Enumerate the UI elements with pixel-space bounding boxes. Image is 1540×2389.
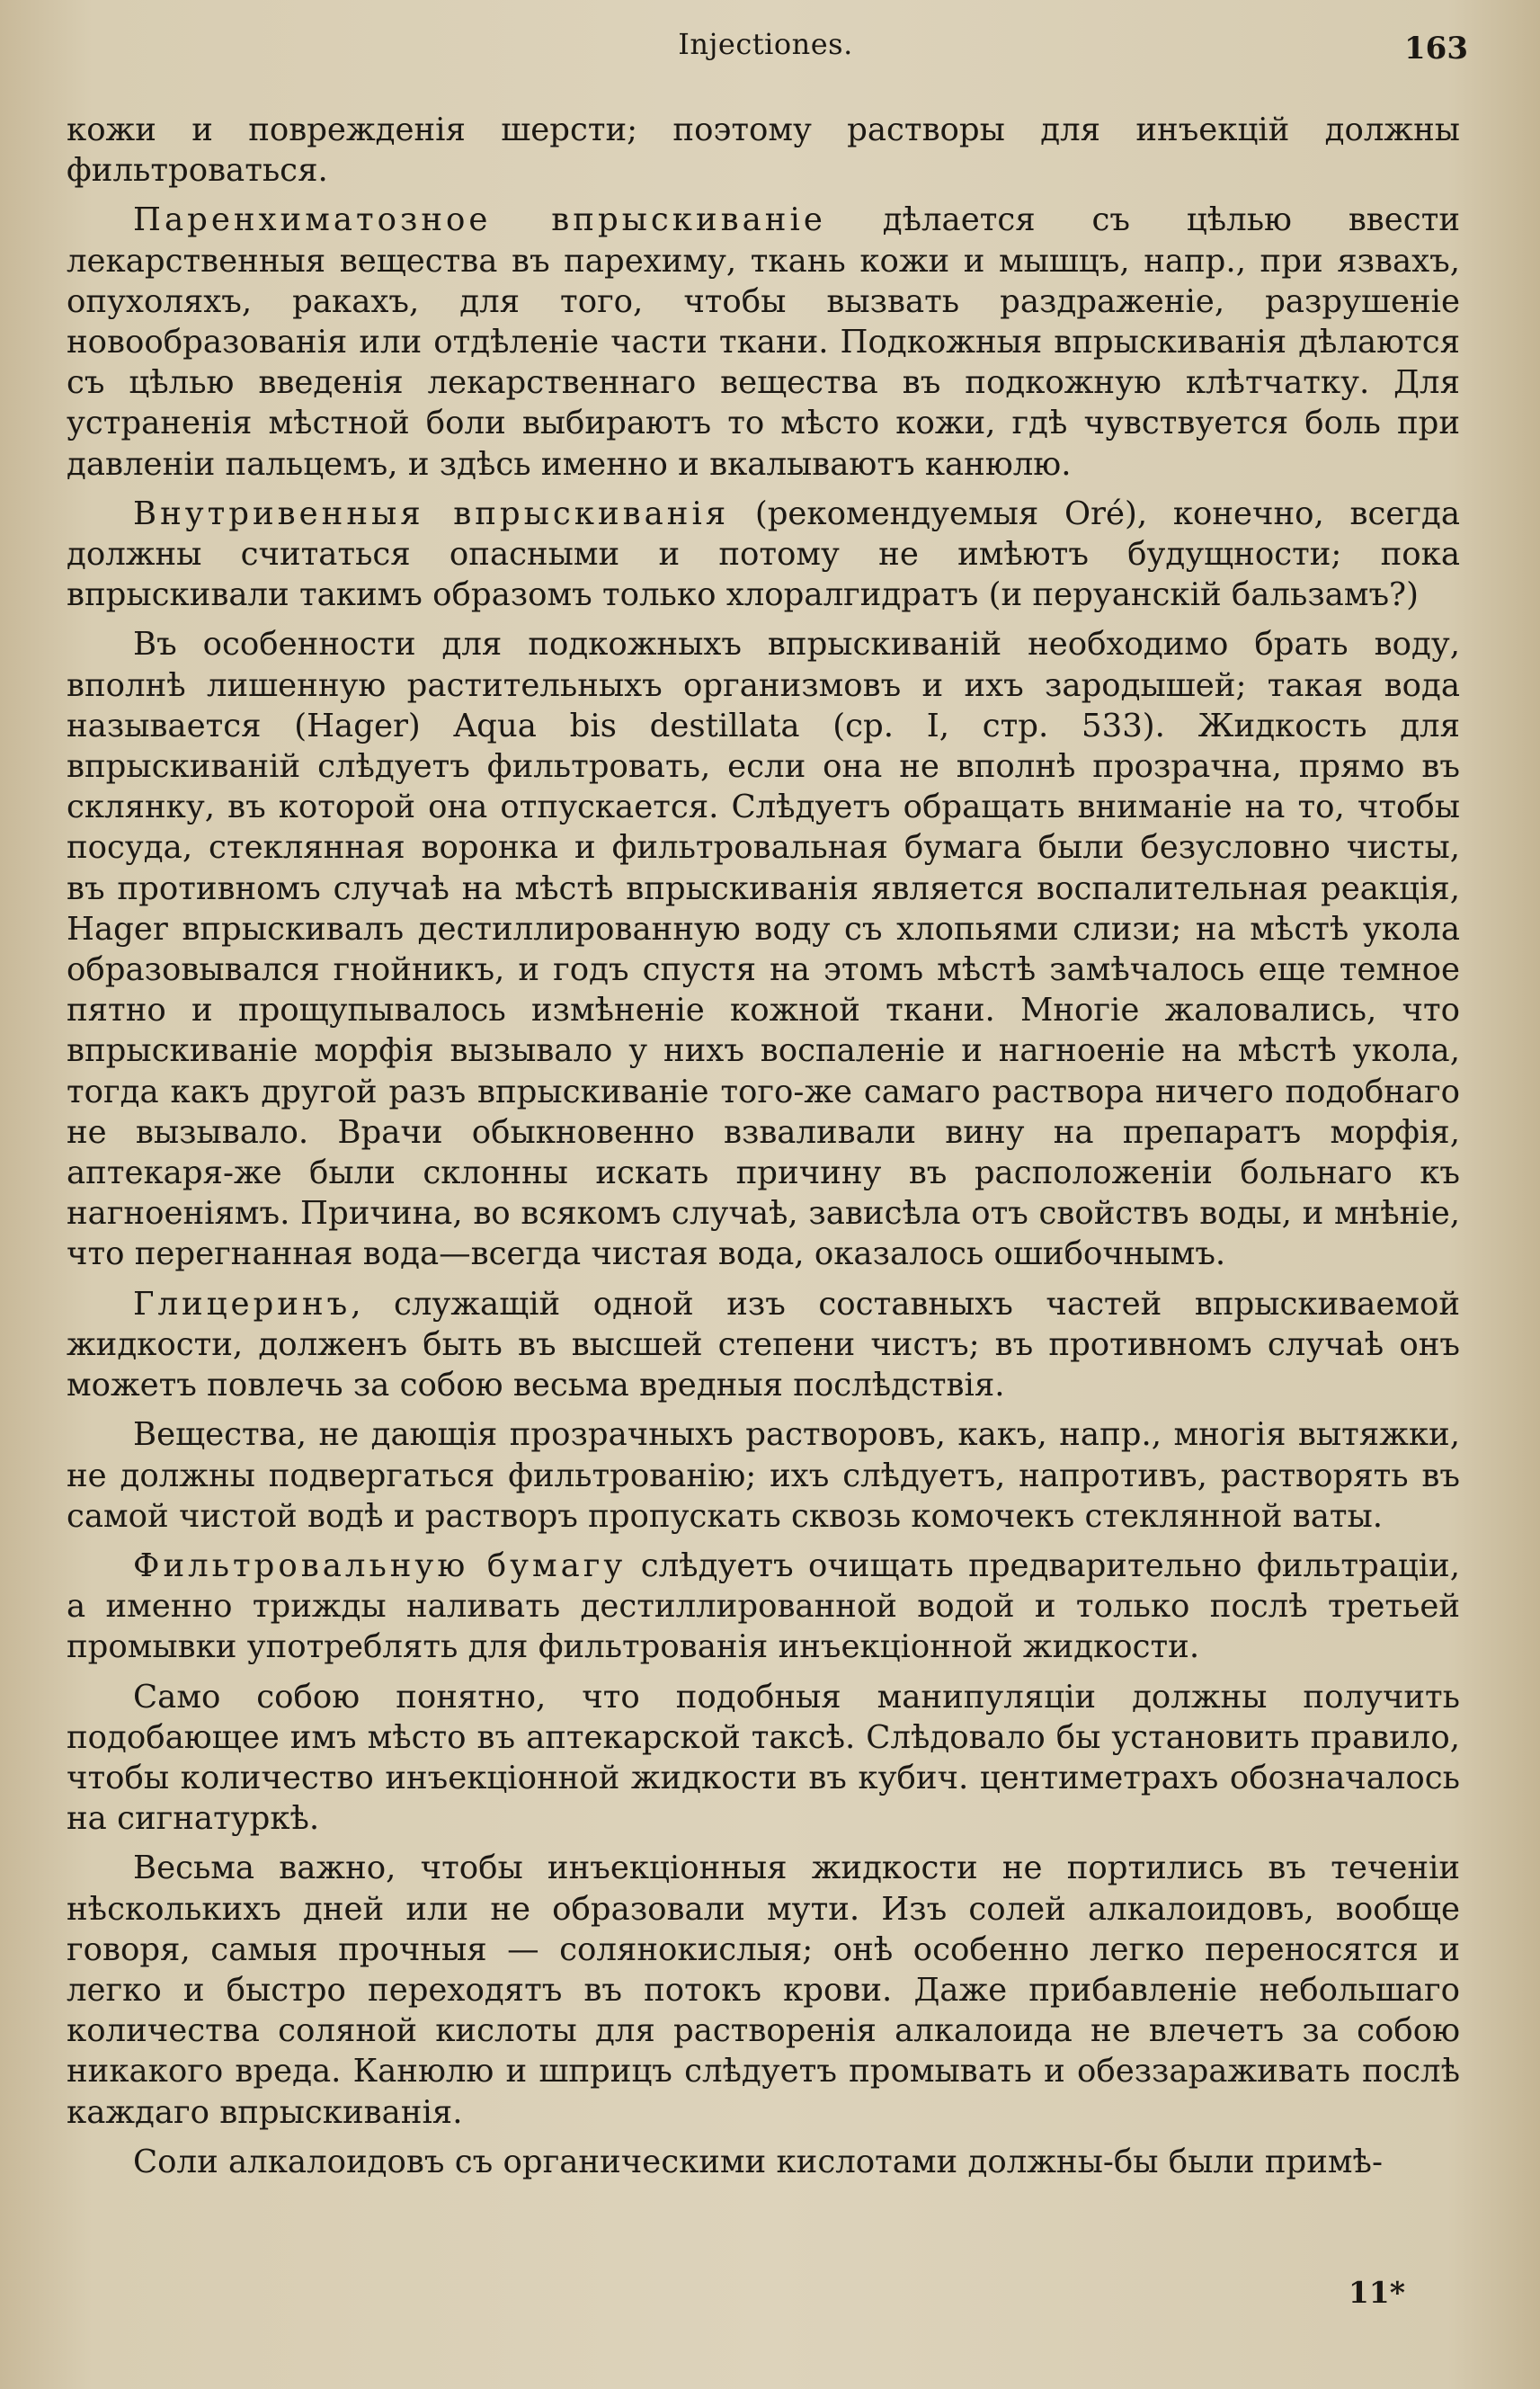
paragraph-text: Само собою понятно, что подобныя манипуляціи должны получить подобающее имъ мѣсто въ аптекарской таксѣ. Слѣдовало бы установить правило, чтобы количество инъекціонной жидкости въ кубич. центиметрахъ обозначалось на сигнатуркѣ. bbox=[67, 1678, 1460, 1838]
paragraph-text: кожи и поврежденія шерсти; поэтому растворы для инъекцій должны фильтроваться. bbox=[67, 111, 1460, 190]
paragraph-3 bbox=[67, 494, 1460, 616]
paragraph-text: , служащій одной изъ составныхъ частей впрыскиваемой жидкости, долженъ быть въ высшей степени чистъ; въ противномъ случаѣ онъ можетъ повлечь за собою весьма вредныя послѣдствія. bbox=[67, 1285, 1460, 1404]
page-header bbox=[63, 27, 1468, 81]
paragraph-text: Соли алкалоидовъ съ органическими кислотами должны-бы были примѣ- bbox=[133, 2143, 1383, 2180]
paragraph-4 bbox=[67, 624, 1460, 1274]
paragraph-7 bbox=[67, 1546, 1460, 1668]
paragraph-lead-term: Паренхиматозное впрыскиваніе bbox=[133, 201, 826, 239]
paragraph-text: слѣдуетъ очищать предварительно фильтраціи, а именно трижды наливать дестиллированной водой и только послѣ третьей промывки употреблять для фильтрованія инъекціонной жидкости. bbox=[67, 1547, 1460, 1666]
paragraph-lead-term: Глицеринъ bbox=[133, 1285, 352, 1323]
paragraph-8 bbox=[67, 1677, 1460, 1840]
paragraph-2 bbox=[67, 200, 1460, 484]
signature-mark: 11* bbox=[1348, 2275, 1405, 2310]
paragraph-text: Въ особенности для подкожныхъ впрыскиваній необходимо брать воду, вполнѣ лишенную растительныхъ организмовъ и ихъ зародышей; такая вода называется (Hager) Aqua bis destillata (ср. I, стр. 533). Жидкость для впрыскиваній слѣдуетъ фильтровать, если она не вполнѣ прозрачна, прямо въ склянку, въ которой она отпускается. Слѣдуетъ обращать вниманіе на то, чтобы посуда, стеклянная воронка и фильтровальная бумага были безусловно чисты, въ противномъ случаѣ на мѣстѣ впрыскиванія является воспалительная реакція, Hager впрыскивалъ дестиллированную воду съ хлопьями слизи; на мѣстѣ укола образовывался гнойникъ, и годъ спустя на этомъ мѣстѣ замѣчалось еще темное пятно и прощупывалось измѣненіе кожной ткани. Многіе жаловались, что впрыскиваніе морфія вызывало у нихъ воспаленіе и нагноеніе на мѣстѣ укола, тогда какъ другой разъ впрыскиваніе того-же самаго раствора ничего подобнаго не вызывало. Врачи обыкновенно взваливали вину на препаратъ морфія, аптекаря-же были склонны искать причину въ расположеніи больнаго къ нагноеніямъ. Причина, во всякомъ случаѣ, зависѣла отъ свойствъ воды, и мнѣніе, что перегнанная вода—всегда чистая вода, оказалось ошибочнымъ. bbox=[67, 626, 1460, 1273]
paragraph-lead-term: Внутривенныя впрыскиванія bbox=[133, 495, 730, 532]
page-number: 163 bbox=[1404, 31, 1468, 67]
paragraph-9 bbox=[67, 1848, 1460, 2132]
paragraph-lead-term: Фильтровальную бумагу bbox=[133, 1547, 627, 1584]
paragraph-text: (рекомендуемыя Oré), конечно, всегда должны считаться опасными и потому не имѣютъ будущности; пока впрыскивали такимъ образомъ только хлоралгидратъ (и перуанскій бальзамъ?) bbox=[67, 495, 1460, 614]
paragraph-6 bbox=[67, 1414, 1460, 1537]
paragraph-text: Весьма важно, чтобы инъекціонныя жидкости не портились въ теченіи нѣсколькихъ дней или не образовали мути. Изъ солей алкалоидовъ, вообще говоря, самыя прочныя — солянокислыя; онѣ особенно легко переносятся и легко и быстро переходятъ въ потокъ крови. Даже прибавленіе небольшаго количества соляной кислоты для растворенія алкалоида не влечетъ за собою никакого вреда. Канюлю и шприцъ слѣдуетъ промывать и обеззараживать послѣ каждаго впрыскиванія. bbox=[67, 1850, 1460, 2131]
paragraph-1 bbox=[67, 110, 1460, 191]
paragraph-5 bbox=[67, 1284, 1460, 1406]
body-text bbox=[67, 110, 1460, 2191]
paragraph-10 bbox=[67, 2142, 1460, 2182]
running-title: Injectiones. bbox=[678, 27, 853, 61]
paragraph-text: дѣлается съ цѣлью ввести лекарственныя вещества въ парехиму, ткань кожи и мышцъ, напр., при язвахъ, опухоляхъ, ракахъ, для того, чтобы вызвать раздраженіе, разрушеніе новообразованія или отдѣленіе части ткани. Подкожныя впрыскиванія дѣлаются съ цѣлью введенія лекарственнаго вещества въ подкожную клѣтчатку. Для устраненія мѣстной боли выбираютъ то мѣсто кожи, гдѣ чувствуется боль при давленіи пальцемъ, и здѣсь именно и вкалываютъ канюлю. bbox=[67, 201, 1460, 483]
paragraph-text: Вещества, не дающія прозрачныхъ растворовъ, какъ, напр., многія вытяжки, не должны подвергаться фильтрованію; ихъ слѣдуетъ, напротивъ, растворять въ самой чистой водѣ и растворъ пропускать сквозь комочекъ стеклянной ваты. bbox=[67, 1416, 1460, 1535]
